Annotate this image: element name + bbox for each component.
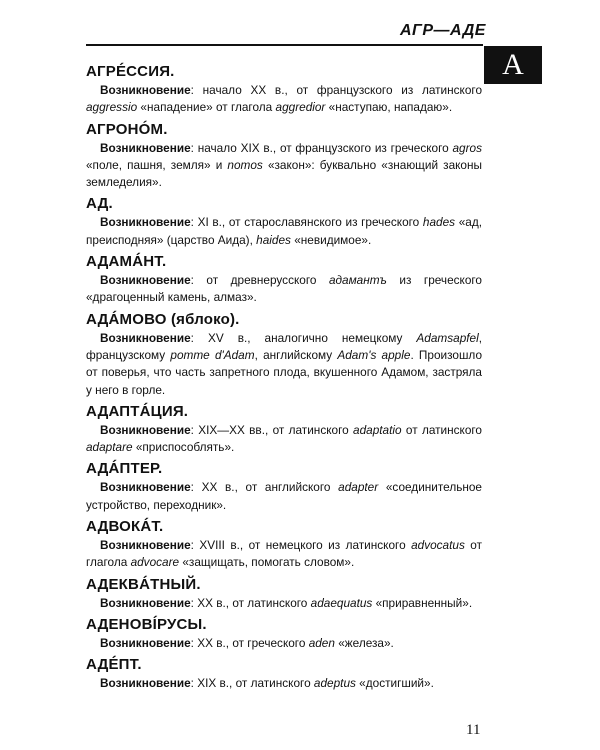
entry-headword: АДÉПТ. <box>86 656 142 674</box>
dictionary-entry <box>86 517 482 572</box>
definition-text: : XX в., от греческого <box>190 635 309 650</box>
origin-label: Возникновение <box>100 676 191 691</box>
letter-tab: А <box>484 46 542 84</box>
definition-text: : XX в., от латинского <box>190 595 311 610</box>
etymon-term: adaequatus <box>310 595 373 610</box>
entry-headword: АДÁПТЕР. <box>86 460 163 478</box>
etymon-term: Adam's apple <box>337 347 411 362</box>
definition-text: «нападение» от глагола <box>137 100 276 115</box>
entry-headword: АДЕКВÁТНЫЙ. <box>86 575 201 593</box>
entry-definition <box>86 675 482 692</box>
entry-headword: АДАМÁНТ. <box>86 253 167 271</box>
origin-label: Возникновение <box>100 273 191 288</box>
origin-label: Возникновение <box>100 635 191 650</box>
definition-text: «приспособлять». <box>132 440 235 455</box>
origin-label: Возникновение <box>100 538 191 553</box>
definition-text: «ад, преисподняя» (царство Аида), <box>86 215 482 247</box>
entry-definition <box>86 422 482 457</box>
origin-label: Возникновение <box>100 480 191 495</box>
dictionary-entry <box>86 62 482 117</box>
entry-headword: АДВОКÁТ. <box>86 518 164 536</box>
definition-text: : XIX в., от латинского <box>190 676 314 691</box>
entry-definition <box>86 272 482 307</box>
etymon-term: hades <box>422 215 456 230</box>
etymon-term: haides <box>256 232 291 247</box>
etymon-term: адамантъ <box>328 273 387 288</box>
page-number: 11 <box>466 722 481 738</box>
definition-text: . Произошло от поверья, что часть запретного плода, вкушенного Адамом, застряла у него в горле. <box>86 347 482 397</box>
dictionary-entry <box>86 252 482 307</box>
definition-text: , английскому <box>254 347 338 362</box>
origin-label: Возникновение <box>100 140 191 155</box>
origin-label: Возникновение <box>100 595 191 610</box>
entry-definition <box>86 635 482 652</box>
dictionary-entry <box>86 615 482 652</box>
dictionary-entry <box>86 459 482 514</box>
origin-label: Возникновение <box>100 83 191 97</box>
definition-text: : от древнерусского <box>190 273 329 288</box>
etymon-term: Adamsapfel <box>416 330 479 345</box>
etymon-term: aden <box>308 635 335 650</box>
entry-definition <box>86 330 482 399</box>
entry-headword: АГРОНÓМ. <box>86 120 168 138</box>
etymon-term: advocare <box>130 555 180 570</box>
definition-text: из греческого «драгоценный камень, алмаз». <box>86 273 482 305</box>
entry-headword: АД. <box>86 195 113 213</box>
entry-definition <box>86 479 482 514</box>
dictionary-entry <box>86 575 482 612</box>
entry-headword: АДАПТÁЦИЯ. <box>86 402 189 420</box>
entry-headword: АДÁМОВО (яблоко). <box>86 310 240 328</box>
dictionary-entry <box>86 402 482 457</box>
entry-headword: АДЕНОВÍРУСЫ. <box>86 615 207 633</box>
definition-text: , французскому <box>86 330 482 362</box>
definition-text: : XIX—XX вв., от латинского <box>190 422 354 437</box>
definition-text: «защищать, помогать словом». <box>179 555 355 570</box>
entry-definition <box>86 214 482 249</box>
dictionary-entry <box>86 310 482 399</box>
etymon-term: nomos <box>227 157 263 172</box>
etymon-term: aggredior <box>275 100 326 115</box>
etymon-term: aggressio <box>86 100 138 115</box>
running-head: АГР—АДЕ <box>400 22 486 39</box>
origin-label: Возникновение <box>100 215 191 230</box>
origin-label: Возникновение <box>100 422 191 437</box>
entry-definition <box>86 595 482 612</box>
definition-text: «наступаю, нападаю». <box>325 100 453 115</box>
definition-text: от латинского <box>401 422 482 437</box>
definition-text: : начало XIX в., от французского из греческого <box>190 140 453 155</box>
etymon-term: adaptatio <box>353 422 402 437</box>
definition-text: «соединительное устройство, переходник». <box>86 480 482 512</box>
definition-text: : XVIII в., от немецкого из латинского <box>190 538 412 553</box>
etymon-term: adaptare <box>86 440 133 455</box>
definition-text: «железа». <box>334 635 394 650</box>
definition-text: «достигший». <box>355 676 434 691</box>
entry-definition <box>86 537 482 572</box>
header-rule <box>86 44 483 46</box>
dictionary-entry <box>86 120 482 192</box>
origin-label: Возникновение <box>100 330 191 345</box>
etymon-term: adapter <box>338 480 379 495</box>
dictionary-entry <box>86 655 482 692</box>
etymon-term: advocatus <box>411 538 465 553</box>
definition-text: : XI в., от старославянского из греческого <box>190 215 423 230</box>
dictionary-entries <box>86 62 482 696</box>
etymon-term: agros <box>452 140 482 155</box>
etymon-term: pomme d'Adam <box>170 347 255 362</box>
definition-text: «приравненный». <box>372 595 473 610</box>
entry-definition <box>86 82 482 117</box>
entry-headword: АГРÉССИЯ. <box>86 63 175 80</box>
etymon-term: adeptus <box>313 676 356 691</box>
definition-text: «поле, пашня, земля» и <box>86 157 228 172</box>
dictionary-entry <box>86 194 482 249</box>
definition-text: от глагола <box>86 538 482 570</box>
entry-definition <box>86 140 482 192</box>
definition-text: «невидимое». <box>290 232 372 247</box>
definition-text: : XX в., от английского <box>190 480 339 495</box>
definition-text: «закон»: буквально «знающий законы земледелия». <box>86 157 482 190</box>
definition-text: : начало XX в., от французского из латинского <box>190 83 482 97</box>
definition-text: : XV в., аналогично немецкому <box>190 330 417 345</box>
